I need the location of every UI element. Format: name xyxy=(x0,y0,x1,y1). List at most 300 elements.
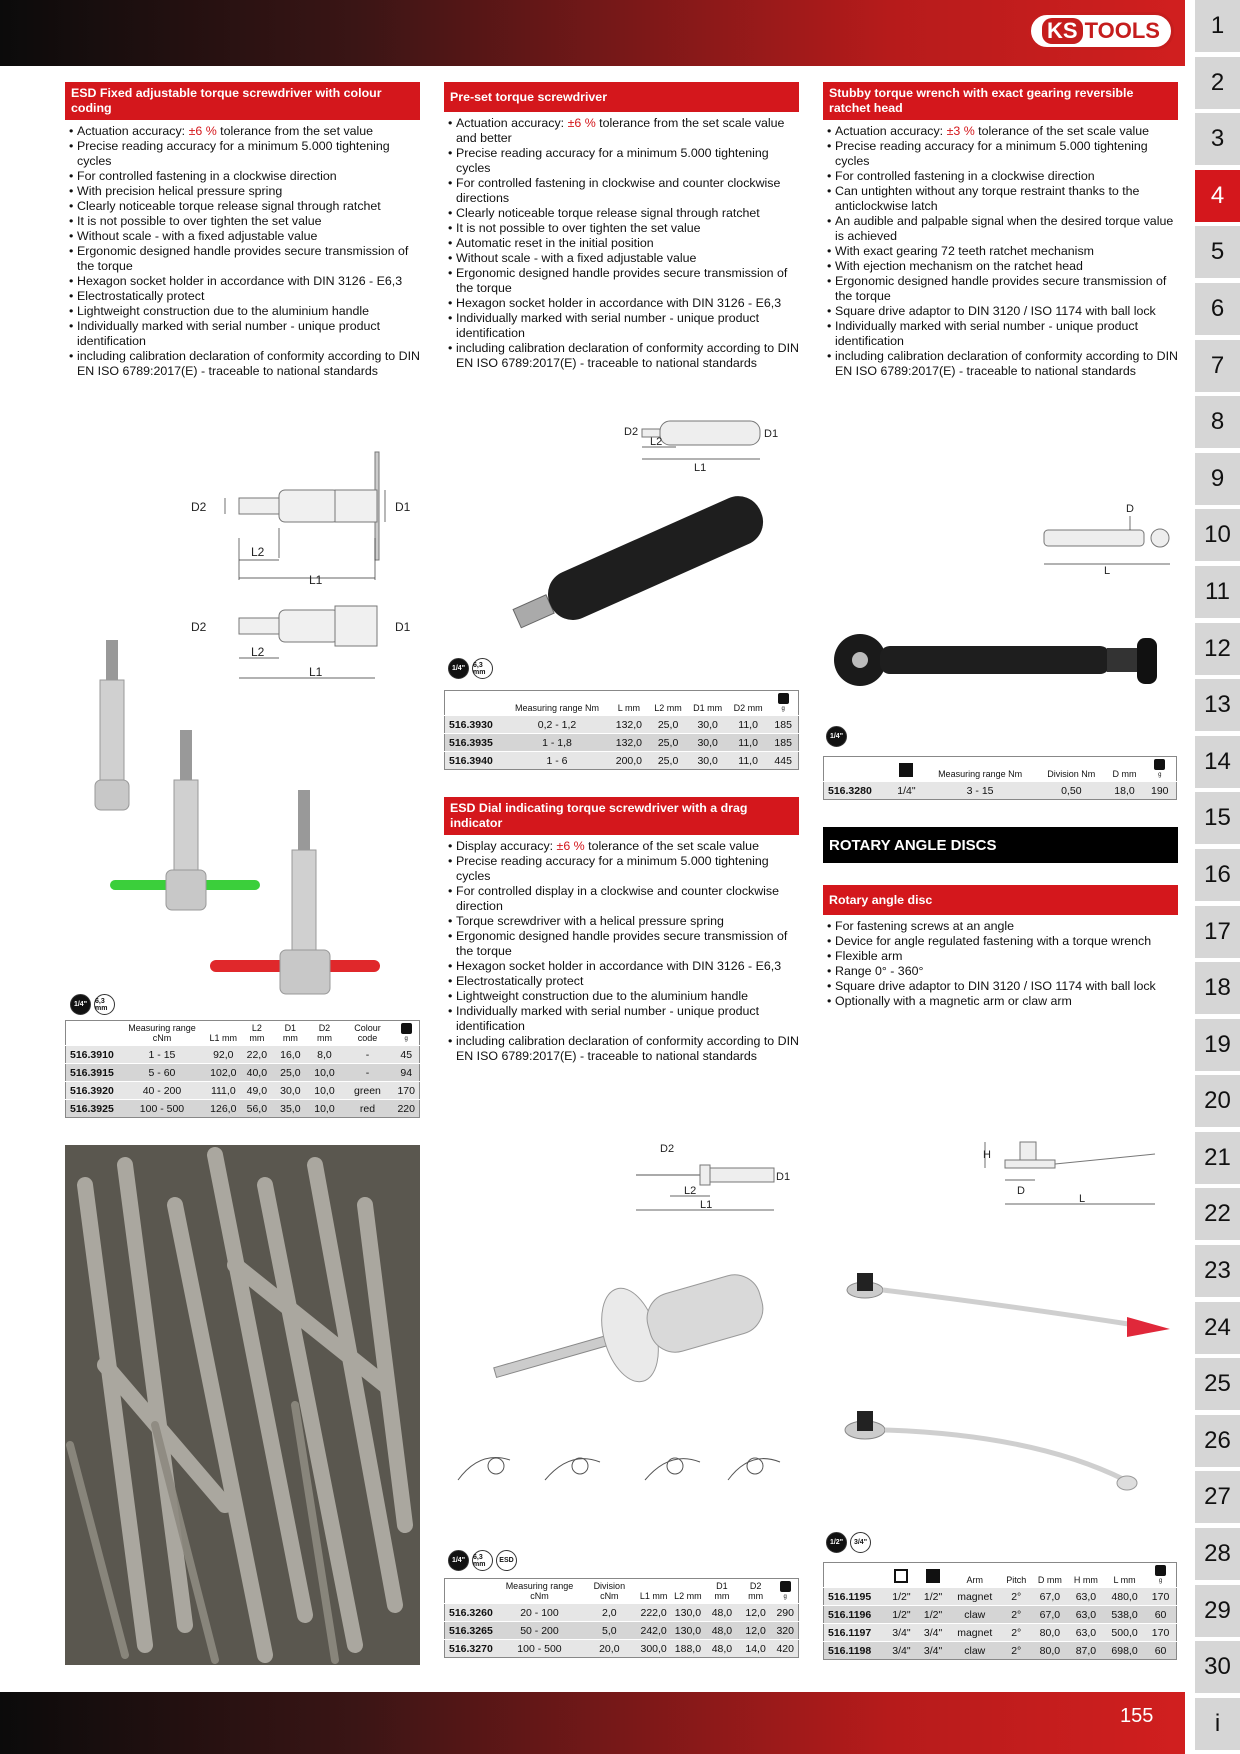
table-cell: 170 xyxy=(1145,1624,1176,1642)
tolerance-highlight: ±3 % xyxy=(946,124,975,138)
column-header: Pitch xyxy=(1006,1575,1027,1585)
table-cell: 420 xyxy=(772,1640,798,1658)
chapter-tab-21[interactable]: 21 xyxy=(1195,1132,1240,1184)
feature-text: Range 0° - 360° xyxy=(835,964,924,978)
table-cell: 2° xyxy=(1001,1642,1032,1660)
section-title: Rotary angle disc xyxy=(823,885,1178,915)
chapter-tab-13[interactable]: 13 xyxy=(1195,679,1240,731)
table-row xyxy=(445,752,799,770)
column-header: L1 mm xyxy=(209,1033,238,1043)
article-number[interactable]: 516.3280 xyxy=(824,782,890,800)
chapter-tab-10[interactable]: 10 xyxy=(1195,509,1240,561)
table-cell: 63,0 xyxy=(1068,1606,1104,1624)
table-row xyxy=(824,1624,1177,1642)
chapter-tab-22[interactable]: 22 xyxy=(1195,1188,1240,1240)
table-cell: green xyxy=(342,1082,394,1100)
table-cell: red xyxy=(342,1100,394,1118)
feature-item xyxy=(65,214,420,229)
table-row xyxy=(824,782,1177,800)
column-header: D2 mm xyxy=(748,1581,764,1601)
feature-text: For controlled display in a clockwise and counter clockwise direction xyxy=(456,884,779,913)
feature-text: Electrostatically protect xyxy=(456,974,584,988)
chapter-tab-6[interactable]: 6 xyxy=(1195,283,1240,335)
section-header: ROTARY ANGLE DISCS xyxy=(823,827,1178,863)
article-number[interactable]: 516.3925 xyxy=(66,1100,118,1118)
feature-text: For controlled fastening in clockwise and counter clockwise directions xyxy=(456,176,781,205)
tolerance-highlight: ±6 % xyxy=(188,124,217,138)
feature-text: Hexagon socket holder in accordance with DIN 3126 - E6,3 xyxy=(456,959,782,973)
table-cell: 49,0 xyxy=(240,1082,273,1100)
col-esd-fixed xyxy=(65,82,420,379)
feature-item xyxy=(444,116,799,146)
article-number[interactable]: 516.3260 xyxy=(445,1604,497,1622)
badge-group xyxy=(448,1550,517,1571)
column-header xyxy=(445,1579,497,1604)
table-row xyxy=(824,1606,1177,1624)
chapter-tab-24[interactable]: 24 xyxy=(1195,1302,1240,1354)
feature-text: tolerance of the set scale value xyxy=(584,839,759,853)
table-cell: 170 xyxy=(393,1082,419,1100)
column-header: D mm xyxy=(1112,769,1137,779)
product-photo-rotary-discs xyxy=(835,1265,1175,1505)
table-cell: 22,0 xyxy=(240,1046,273,1064)
dim-label-l2: L2 xyxy=(251,545,265,559)
table-cell: 185 xyxy=(768,734,798,752)
feature-item xyxy=(823,139,1178,169)
table-cell: 111,0 xyxy=(206,1082,240,1100)
chapter-tab-3[interactable]: 3 xyxy=(1195,113,1240,165)
feature-item xyxy=(65,169,420,184)
table-row xyxy=(824,1642,1177,1660)
article-number[interactable]: 516.3915 xyxy=(66,1064,118,1082)
table-cell: 80,0 xyxy=(1032,1642,1068,1660)
feature-item xyxy=(444,176,799,206)
table-cell: 102,0 xyxy=(206,1064,240,1082)
column-header: Arm xyxy=(966,1575,983,1585)
feature-item xyxy=(823,244,1178,259)
feature-text: Optionally with a magnetic arm or claw arm xyxy=(835,994,1072,1008)
column-header xyxy=(1145,1563,1176,1588)
feature-text: Clearly noticeable torque release signal through ratchet xyxy=(456,206,760,220)
feature-item xyxy=(444,974,799,989)
table-cell: 10,0 xyxy=(307,1100,341,1118)
feature-text: Ergonomic designed handle provides secure transmission of the torque xyxy=(77,244,409,273)
feature-text: Without scale - with a fixed adjustable value xyxy=(77,229,318,243)
table-cell: 538,0 xyxy=(1104,1606,1145,1624)
feature-item xyxy=(823,349,1178,379)
feature-text: Can untighten without any torque restraint thanks to the anticlockwise latch xyxy=(835,184,1140,213)
table-cell: 0,50 xyxy=(1037,782,1105,800)
dim-label-l1: L1 xyxy=(309,573,323,587)
table-cell: 2,0 xyxy=(582,1604,636,1622)
feature-text: Individually marked with serial number - unique product identification xyxy=(77,319,381,348)
feature-text: Device for angle regulated fastening with a torque wrench xyxy=(835,934,1152,948)
square-drive-inner-icon xyxy=(926,1569,940,1583)
chapter-tabs xyxy=(1195,0,1240,1754)
article-number[interactable]: 516.1195 xyxy=(824,1588,886,1606)
feature-text: Automatic reset in the initial position xyxy=(456,236,654,250)
feature-list xyxy=(823,919,1178,1009)
weight-icon xyxy=(1154,759,1165,770)
product-photo-fixed-screwdrivers xyxy=(80,640,380,995)
feature-text: Precise reading accuracy for a minimum 5.000 tightening cycles xyxy=(835,139,1148,168)
column-header: D1 mm xyxy=(693,703,723,713)
feature-text: An audible and palpable signal when the desired torque value is achieved xyxy=(835,214,1174,243)
spec-table-preset xyxy=(444,690,799,770)
column-header: D mm xyxy=(1037,1575,1062,1585)
feature-text: Individually marked with serial number - unique product identification xyxy=(456,1004,760,1033)
weight-unit-label: g xyxy=(1158,772,1162,778)
feature-item xyxy=(823,169,1178,184)
chapter-tab-11[interactable]: 11 xyxy=(1195,566,1240,618)
table-cell: 80,0 xyxy=(1032,1624,1068,1642)
column-header: Measuring range Nm xyxy=(514,703,600,713)
column-header: D1 mm xyxy=(282,1023,298,1043)
feature-text: Lightweight construction due to the aluminium handle xyxy=(456,989,749,1003)
spec-badge: 1/4" xyxy=(448,1550,469,1571)
feature-text: Flexible arm xyxy=(835,949,903,963)
table-cell: 130,0 xyxy=(671,1622,705,1640)
section-title: Pre-set torque screwdriver xyxy=(444,82,799,112)
chapter-tab-9[interactable]: 9 xyxy=(1195,453,1240,505)
table-cell: 132,0 xyxy=(609,734,649,752)
feature-text: Individually marked with serial number - unique product identification xyxy=(835,319,1139,348)
column-header: Division cNm xyxy=(593,1581,626,1601)
table-cell: 3/4" xyxy=(886,1642,918,1660)
article-number[interactable]: 516.3935 xyxy=(445,734,505,752)
product-photo-dial-screwdriver xyxy=(480,1265,780,1405)
photo-screwdriver-bits-bulk xyxy=(65,1145,420,1665)
col-stubby xyxy=(823,82,1178,379)
table-cell: 3 - 15 xyxy=(923,782,1037,800)
chapter-tab-12[interactable]: 12 xyxy=(1195,623,1240,675)
feature-text: Display accuracy: xyxy=(456,839,557,853)
feature-item xyxy=(444,341,799,371)
ks-tools-logo: KS TOOLS xyxy=(1028,12,1174,50)
feature-item xyxy=(823,964,1178,979)
table-cell: 40,0 xyxy=(240,1064,273,1082)
dim-label-l2: L2 xyxy=(684,1185,697,1197)
table-cell: 500,0 xyxy=(1104,1624,1145,1642)
table-cell: 242,0 xyxy=(637,1622,671,1640)
article-number[interactable]: 516.3910 xyxy=(66,1046,118,1064)
feature-item xyxy=(65,289,420,304)
feature-item xyxy=(444,266,799,296)
table-cell: 56,0 xyxy=(240,1100,273,1118)
feature-item xyxy=(823,274,1178,304)
table-row xyxy=(445,1640,799,1658)
table-cell: 50 - 200 xyxy=(497,1622,582,1640)
table-cell: claw xyxy=(949,1642,1001,1660)
table-cell: 25,0 xyxy=(649,716,688,734)
weight-unit-label: g xyxy=(404,1036,408,1042)
chapter-tab-30[interactable]: 30 xyxy=(1195,1641,1240,1693)
table-cell: 126,0 xyxy=(206,1100,240,1118)
table-row xyxy=(66,1064,420,1082)
chapter-tab-25[interactable]: 25 xyxy=(1195,1358,1240,1410)
feature-text: Without scale - with a fixed adjustable value xyxy=(456,251,697,265)
feature-item xyxy=(65,319,420,349)
table-cell: 5 - 60 xyxy=(118,1064,206,1082)
feature-item xyxy=(444,146,799,176)
spec-badge: 6,3 mm xyxy=(472,658,493,679)
table-cell: 5,0 xyxy=(582,1622,636,1640)
feature-item xyxy=(65,304,420,319)
feature-item xyxy=(444,914,799,929)
feature-text: Ergonomic designed handle provides secure transmission of the torque xyxy=(456,266,788,295)
article-number[interactable]: 516.3920 xyxy=(66,1082,118,1100)
feature-text: It is not possible to over tighten the set value xyxy=(456,221,701,235)
article-number[interactable]: 516.3270 xyxy=(445,1640,497,1658)
table-cell: 170 xyxy=(1145,1588,1176,1606)
chapter-tab-23[interactable]: 23 xyxy=(1195,1245,1240,1297)
table-cell: 320 xyxy=(772,1622,798,1640)
table-cell: 190 xyxy=(1144,782,1177,800)
table-row xyxy=(66,1082,420,1100)
table-cell: 11,0 xyxy=(728,734,768,752)
table-cell: 2° xyxy=(1001,1588,1032,1606)
spec-badge: 1/4" xyxy=(448,658,469,679)
col-rotary-angle xyxy=(823,827,1178,1009)
feature-list xyxy=(823,124,1178,379)
feature-item xyxy=(444,959,799,974)
feature-text: Ergonomic designed handle provides secure transmission of the torque xyxy=(835,274,1167,303)
column-header xyxy=(917,1563,949,1588)
dim-label-l1: L1 xyxy=(694,462,707,474)
table-cell: 25,0 xyxy=(649,752,688,770)
table-cell: 30,0 xyxy=(687,734,727,752)
table-cell: 92,0 xyxy=(206,1046,240,1064)
table-cell: 200,0 xyxy=(609,752,649,770)
column-header xyxy=(824,757,890,782)
article-number[interactable]: 516.1198 xyxy=(824,1642,886,1660)
article-number[interactable]: 516.1197 xyxy=(824,1624,886,1642)
dimension-drawing-preset xyxy=(620,415,780,475)
dim-label-d: D xyxy=(1126,503,1134,515)
feature-item xyxy=(444,221,799,236)
table-cell: 1/2" xyxy=(886,1606,918,1624)
table-cell: 130,0 xyxy=(671,1604,705,1622)
table-cell: 480,0 xyxy=(1104,1588,1145,1606)
table-cell: 30,0 xyxy=(687,752,727,770)
feature-item xyxy=(444,1004,799,1034)
column-header xyxy=(445,691,505,716)
table-row xyxy=(445,734,799,752)
table-cell: 11,0 xyxy=(728,752,768,770)
badge-group xyxy=(448,658,493,679)
table-cell: 45 xyxy=(393,1046,419,1064)
table-cell: 445 xyxy=(768,752,798,770)
table-cell: 0,2 - 1,2 xyxy=(505,716,609,734)
column-header xyxy=(66,1021,118,1046)
badge-group xyxy=(826,1532,871,1553)
table-cell: 94 xyxy=(393,1064,419,1082)
column-header: L mm xyxy=(1113,1575,1136,1585)
article-number[interactable]: 516.3940 xyxy=(445,752,505,770)
weight-icon xyxy=(780,1581,791,1592)
column-header: L1 mm xyxy=(639,1591,668,1601)
chapter-tab-i[interactable]: i xyxy=(1195,1698,1240,1750)
column-header: D2 mm xyxy=(316,1023,332,1043)
column-header xyxy=(890,757,923,782)
feature-text: Hexagon socket holder in accordance with DIN 3126 - E6,3 xyxy=(77,274,403,288)
dimension-drawing-rotary xyxy=(975,1120,1170,1210)
article-number[interactable]: 516.3930 xyxy=(445,716,505,734)
table-cell: 48,0 xyxy=(705,1604,739,1622)
feature-item xyxy=(444,989,799,1004)
dimension-drawing-dial xyxy=(630,1140,795,1215)
dim-label-d: D xyxy=(1017,1185,1025,1197)
feature-text: Precise reading accuracy for a minimum 5.000 tightening cycles xyxy=(456,854,769,883)
spec-table-stubby xyxy=(823,756,1177,800)
table-cell: 3/4" xyxy=(917,1624,949,1642)
chapter-tab-8[interactable]: 8 xyxy=(1195,396,1240,448)
feature-item xyxy=(823,979,1178,994)
table-cell: 698,0 xyxy=(1104,1642,1145,1660)
table-cell: 11,0 xyxy=(728,716,768,734)
table-cell: 12,0 xyxy=(739,1622,773,1640)
column-header xyxy=(886,1563,918,1588)
table-cell: 48,0 xyxy=(705,1640,739,1658)
chapter-tab-18[interactable]: 18 xyxy=(1195,962,1240,1014)
feature-item xyxy=(444,236,799,251)
column-header xyxy=(772,1579,798,1604)
table-row xyxy=(445,716,799,734)
table-cell: 10,0 xyxy=(307,1064,341,1082)
column-header: D2 mm xyxy=(733,703,763,713)
feature-item xyxy=(823,949,1178,964)
column-header: L2 mm xyxy=(249,1023,265,1043)
table-cell: 8,0 xyxy=(307,1046,341,1064)
table-cell: 3/4" xyxy=(886,1624,918,1642)
table-row xyxy=(445,1604,799,1622)
chapter-tab-20[interactable]: 20 xyxy=(1195,1075,1240,1127)
feature-item xyxy=(444,839,799,854)
table-cell: 67,0 xyxy=(1032,1588,1068,1606)
feature-text: Clearly noticeable torque release signal through ratchet xyxy=(77,199,381,213)
chapter-tab-5[interactable]: 5 xyxy=(1195,226,1240,278)
table-row xyxy=(445,1622,799,1640)
chapter-tab-16[interactable]: 16 xyxy=(1195,849,1240,901)
chapter-tab-14[interactable]: 14 xyxy=(1195,736,1240,788)
page-header-band xyxy=(0,0,1185,66)
chapter-tab-4[interactable]: 4 xyxy=(1195,170,1240,222)
article-number[interactable]: 516.3265 xyxy=(445,1622,497,1640)
feature-item xyxy=(444,854,799,884)
feature-text: Precise reading accuracy for a minimum 5.000 tightening cycles xyxy=(456,146,769,175)
table-cell: 25,0 xyxy=(273,1064,307,1082)
feature-text: tolerance of the set scale value xyxy=(974,124,1149,138)
table-cell: 10,0 xyxy=(307,1082,341,1100)
table-cell: 67,0 xyxy=(1032,1606,1068,1624)
article-number[interactable]: 516.1196 xyxy=(824,1606,886,1624)
chapter-tab-19[interactable]: 19 xyxy=(1195,1019,1240,1071)
chapter-tab-29[interactable]: 29 xyxy=(1195,1585,1240,1637)
table-cell: - xyxy=(342,1046,394,1064)
feature-list xyxy=(444,116,799,371)
column-header: D1 mm xyxy=(714,1581,730,1601)
feature-item xyxy=(65,229,420,244)
chapter-tab-28[interactable]: 28 xyxy=(1195,1528,1240,1580)
chapter-tab-1[interactable]: 1 xyxy=(1195,0,1240,52)
table-cell: magnet xyxy=(949,1588,1001,1606)
feature-item xyxy=(65,274,420,289)
chapter-tab-17[interactable]: 17 xyxy=(1195,906,1240,958)
feature-text: Actuation accuracy: xyxy=(77,124,189,138)
table-row xyxy=(66,1046,420,1064)
table-cell: 300,0 xyxy=(637,1640,671,1658)
section-title: Stubby torque wrench with exact gearing reversible ratchet head xyxy=(823,82,1178,120)
dim-label-d2: D2 xyxy=(660,1143,675,1155)
weight-unit-label: g xyxy=(781,706,785,712)
chapter-tab-26[interactable]: 26 xyxy=(1195,1415,1240,1467)
chapter-tab-27[interactable]: 27 xyxy=(1195,1471,1240,1523)
table-cell: 40 - 200 xyxy=(118,1082,206,1100)
table-cell: 87,0 xyxy=(1068,1642,1104,1660)
spec-table-rotary xyxy=(823,1562,1177,1660)
tolerance-highlight: ±6 % xyxy=(567,116,596,130)
column-header: L mm xyxy=(617,703,640,713)
feature-text: Individually marked with serial number - unique product identification xyxy=(456,311,760,340)
table-cell: 18,0 xyxy=(1106,782,1144,800)
table-cell: 100 - 500 xyxy=(118,1100,206,1118)
spec-table-fixed xyxy=(65,1020,420,1118)
column-header xyxy=(824,1563,886,1588)
square-drive-outer-icon xyxy=(894,1569,908,1583)
table-cell: 290 xyxy=(772,1604,798,1622)
table-cell: 3/4" xyxy=(917,1642,949,1660)
feature-text: tolerance from the set scale value and better xyxy=(456,116,785,145)
chapter-tab-7[interactable]: 7 xyxy=(1195,340,1240,392)
feature-item xyxy=(444,206,799,221)
dimension-drawing-stubby xyxy=(1040,500,1175,575)
feature-text: With exact gearing 72 teeth ratchet mechanism xyxy=(835,244,1094,258)
feature-item xyxy=(823,184,1178,214)
feature-item xyxy=(823,214,1178,244)
square-drive-inner-icon xyxy=(899,763,913,777)
chapter-tab-2[interactable]: 2 xyxy=(1195,57,1240,109)
feature-list xyxy=(65,124,420,379)
column-header: H mm xyxy=(1073,1575,1098,1585)
table-cell: 63,0 xyxy=(1068,1588,1104,1606)
weight-unit-label: g xyxy=(783,1594,787,1600)
weight-icon xyxy=(1155,1565,1166,1576)
column-header: Measuring range cNm xyxy=(128,1023,196,1043)
section-title: ESD Dial indicating torque screwdriver with a drag indicator xyxy=(444,797,799,835)
feature-item xyxy=(65,184,420,199)
usage-illustrations xyxy=(450,1440,785,1490)
table-cell: 2° xyxy=(1001,1606,1032,1624)
dim-label-d1: D1 xyxy=(395,620,411,634)
feature-text: including calibration declaration of conformity according to DIN EN ISO 6789:2017(E) - traceable to national standards xyxy=(456,341,799,370)
column-header: L2 mm xyxy=(674,1591,702,1601)
dim-label-d2: D2 xyxy=(624,426,639,438)
table-cell: claw xyxy=(949,1606,1001,1624)
feature-item xyxy=(823,919,1178,934)
feature-text: Ergonomic designed handle provides secure transmission of the torque xyxy=(456,929,788,958)
badge-group xyxy=(70,994,115,1015)
table-cell: 188,0 xyxy=(671,1640,705,1658)
chapter-tab-15[interactable]: 15 xyxy=(1195,792,1240,844)
dim-label-d1: D1 xyxy=(776,1171,791,1183)
feature-text: For fastening screws at an angle xyxy=(835,919,1015,933)
dim-label-d2: D2 xyxy=(191,620,207,634)
table-cell: 48,0 xyxy=(705,1622,739,1640)
table-row xyxy=(66,1100,420,1118)
feature-item xyxy=(823,259,1178,274)
table-cell: - xyxy=(342,1064,394,1082)
page-footer-band xyxy=(0,1692,1185,1754)
